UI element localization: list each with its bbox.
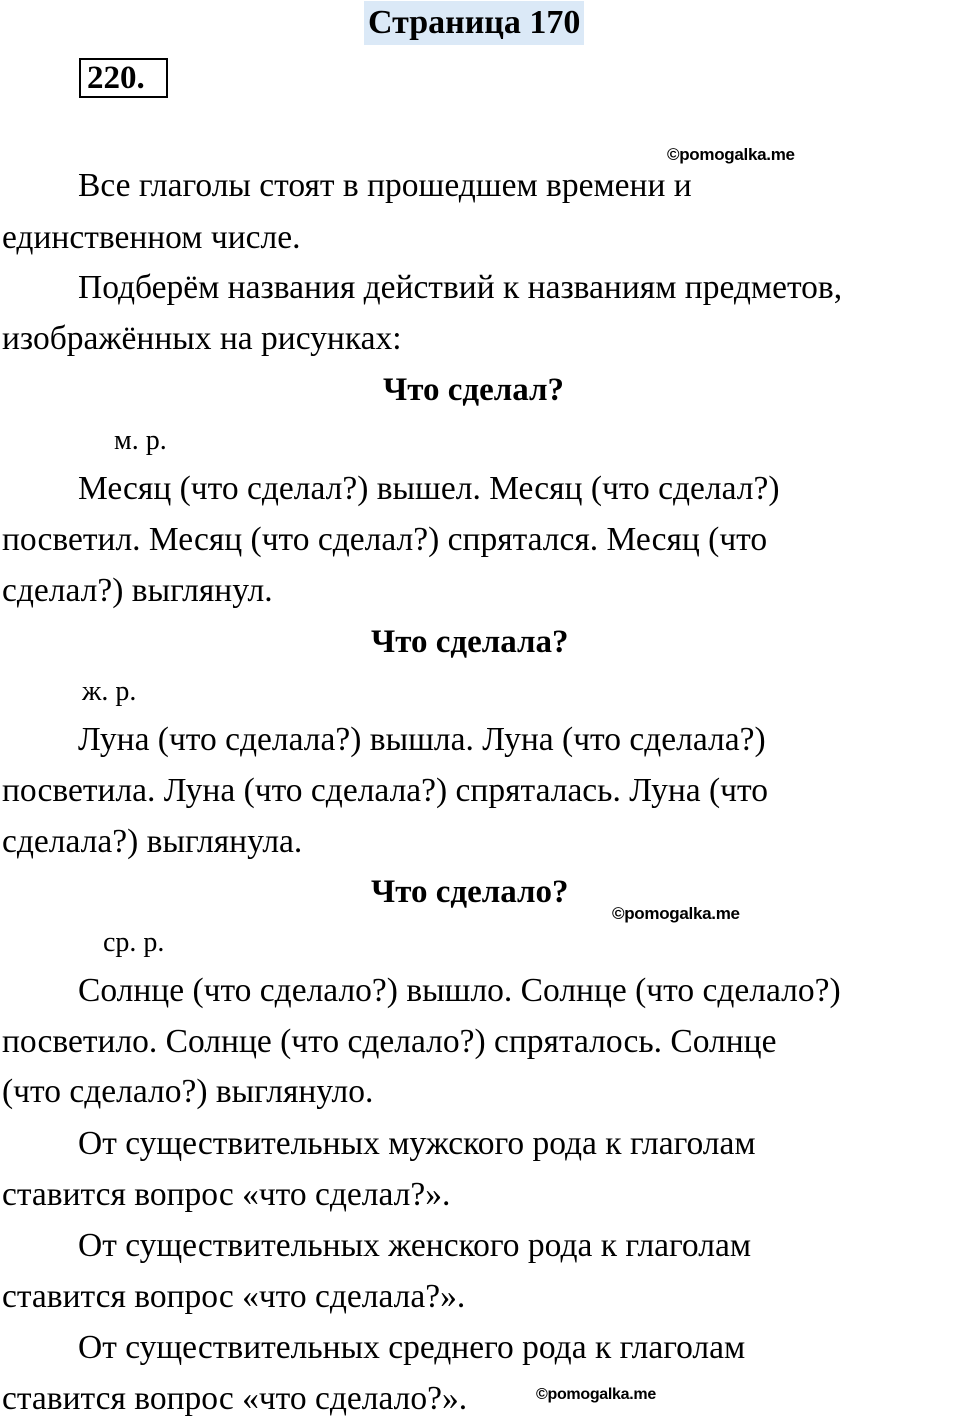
watermark-bottom: ©pomogalka.me bbox=[536, 1386, 656, 1403]
section-heading-feminine: Что сделала? bbox=[371, 624, 569, 660]
conclusion-line: От существительных мужского рода к глаголам bbox=[78, 1125, 756, 1162]
example-line: Месяц (что сделал?) вышел. Месяц (что сделал?) bbox=[78, 470, 780, 507]
example-line: посветило. Солнце (что сделало?) спряталось. Солнце bbox=[2, 1023, 777, 1060]
example-line: (что сделало?) выглянуло. bbox=[2, 1073, 374, 1110]
conclusion-line: ставится вопрос «что сделало?». bbox=[2, 1380, 468, 1417]
intro-text: Все глаголы стоят в прошедшем времени и bbox=[78, 167, 692, 204]
gender-label-feminine: ж. р. bbox=[82, 676, 137, 707]
example-line: сделала?) выглянула. bbox=[2, 823, 303, 860]
watermark-middle: ©pomogalka.me bbox=[612, 904, 740, 923]
conclusion-line: От существительных женского рода к глаголам bbox=[78, 1227, 752, 1264]
conclusion-line: ставится вопрос «что сделала?». bbox=[2, 1278, 466, 1315]
section-heading-masculine: Что сделал? bbox=[383, 372, 565, 408]
example-line: посветила. Луна (что сделала?) спряталась. Луна (что bbox=[2, 772, 768, 809]
intro-text: Подберём названия действий к названиям предметов, bbox=[78, 269, 843, 306]
gender-label-neuter: ср. р. bbox=[103, 927, 165, 958]
page-title: Страница 170 bbox=[364, 1, 584, 45]
task-number-box: 220. bbox=[79, 58, 168, 98]
intro-text: изображённых на рисунках: bbox=[2, 320, 402, 357]
example-line: Солнце (что сделало?) вышло. Солнце (что сделало?) bbox=[78, 972, 841, 1009]
gender-label-masculine: м. р. bbox=[114, 425, 167, 456]
example-line: Луна (что сделала?) вышла. Луна (что сделала?) bbox=[78, 721, 766, 758]
example-line: посветил. Месяц (что сделал?) спрятался. Месяц (что bbox=[2, 521, 768, 558]
example-line: сделал?) выглянул. bbox=[2, 572, 273, 609]
conclusion-line: ставится вопрос «что сделал?». bbox=[2, 1176, 451, 1213]
conclusion-line: От существительных среднего рода к глаголам bbox=[78, 1329, 746, 1366]
watermark-top: ©pomogalka.me bbox=[667, 145, 795, 164]
intro-text: единственном числе. bbox=[2, 219, 301, 256]
section-heading-neuter: Что сделало? bbox=[371, 874, 569, 910]
